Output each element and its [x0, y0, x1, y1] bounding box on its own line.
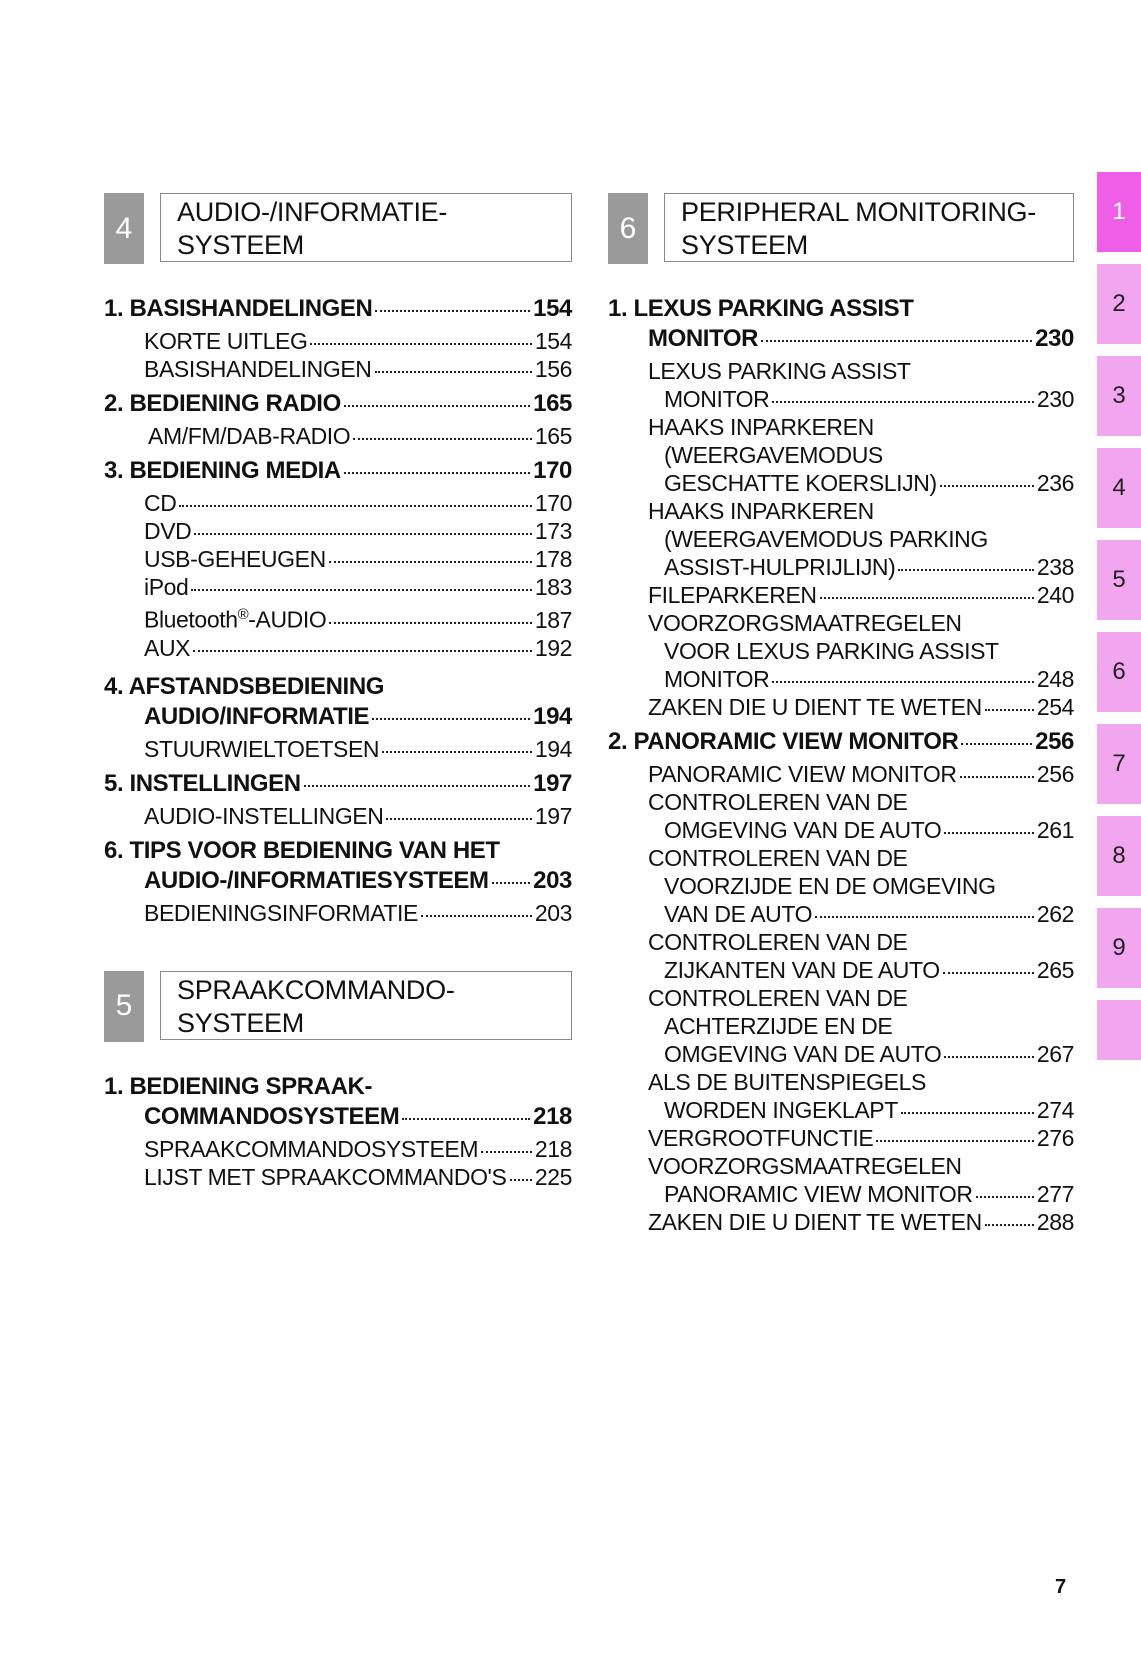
section-title: PERIPHERAL MONITORING- SYSTEEM: [664, 193, 1074, 262]
left-column: [104, 193, 572, 1191]
chapter-tab-9[interactable]: 9: [1097, 908, 1141, 988]
toc-subentry[interactable]: CD 170: [144, 490, 572, 516]
section-title: AUDIO-/INFORMATIE- SYSTEEM: [160, 193, 572, 262]
chapter-tab-index[interactable]: [1097, 1000, 1141, 1060]
chapter-tab-2[interactable]: 2: [1097, 264, 1141, 344]
page-number: 7: [1055, 1576, 1067, 1598]
section-6-header: [608, 193, 1074, 266]
toc-entry[interactable]: 1. BEDIENING SPRAAK- COMMANDOSYSTEEM 218: [104, 1072, 572, 1130]
toc-subentry[interactable]: VERGROOTFUNCTIE 276: [648, 1125, 1074, 1151]
toc-subentry[interactable]: FILEPARKEREN 240: [648, 582, 1074, 608]
toc-subentry[interactable]: CONTROLEREN VAN DE ZIJKANTEN VAN DE AUTO 265: [648, 929, 1074, 983]
section-title: SPRAAKCOMMANDO- SYSTEEM: [160, 971, 572, 1040]
chapter-tab-4[interactable]: 4: [1097, 448, 1141, 528]
toc-subentry[interactable]: ZAKEN DIE U DIENT TE WETEN 254: [648, 694, 1074, 720]
toc-subentry[interactable]: VOORZORGSMAATREGELEN VOOR LEXUS PARKING ASSIST MONITOR 248: [648, 610, 1074, 692]
toc-subentry[interactable]: BASISHANDELINGEN 156: [144, 356, 572, 382]
toc-entry[interactable]: 1. BASISHANDELINGEN 154: [104, 295, 572, 322]
right-column: [608, 193, 1074, 1236]
toc-subentry[interactable]: LIJST MET SPRAAKCOMMANDO'S 225: [144, 1163, 572, 1190]
toc-subentry[interactable]: BEDIENINGSINFORMATIE 203: [144, 899, 572, 926]
toc-entry[interactable]: 3. BEDIENING MEDIA 170: [104, 457, 572, 484]
toc-entry[interactable]: 2. BEDIENING RADIO 165: [104, 390, 572, 417]
toc-entry[interactable]: 6. TIPS VOOR BEDIENING VAN HET AUDIO-/INFORMATIESYSTEEM 203: [104, 836, 572, 894]
toc-subentry[interactable]: LEXUS PARKING ASSIST MONITOR 230: [648, 358, 1074, 412]
toc-subentry[interactable]: ALS DE BUITENSPIEGELS WORDEN INGEKLAPT 274: [648, 1069, 1074, 1123]
toc-subentry[interactable]: USB-GEHEUGEN 178: [144, 546, 572, 572]
toc-subentry[interactable]: DVD 173: [144, 518, 572, 544]
toc-subentry[interactable]: VOORZORGSMAATREGELEN PANORAMIC VIEW MONITOR 277: [648, 1153, 1074, 1207]
toc-subentry[interactable]: Bluetooth®-AUDIO 187: [144, 606, 572, 633]
toc-subentry[interactable]: ZAKEN DIE U DIENT TE WETEN 288: [648, 1209, 1074, 1235]
toc-entry[interactable]: 1. LEXUS PARKING ASSIST MONITOR 230: [608, 295, 1074, 352]
chapter-tab-5[interactable]: 5: [1097, 540, 1141, 620]
section-4-header: [104, 193, 572, 266]
section-number: 4: [104, 193, 144, 264]
toc-subentry[interactable]: AM/FM/DAB-RADIO 165: [148, 423, 572, 449]
toc-subentry[interactable]: STUURWIELTOETSEN 194: [144, 735, 572, 762]
toc-subentry[interactable]: KORTE UITLEG 154: [144, 328, 572, 354]
toc-subentry[interactable]: SPRAAKCOMMANDOSYSTEEM 218: [144, 1135, 572, 1162]
toc-subentry[interactable]: CONTROLEREN VAN DE OMGEVING VAN DE AUTO 261: [648, 789, 1074, 843]
section-5-header: [104, 971, 572, 1044]
toc-subentry[interactable]: HAAKS INPARKEREN (WEERGAVEMODUS GESCHATTE KOERSLIJN) 236: [648, 414, 1074, 496]
toc-entry[interactable]: 5. INSTELLINGEN 197: [104, 769, 572, 797]
chapter-tab-6[interactable]: 6: [1097, 632, 1141, 712]
toc-subentry[interactable]: HAAKS INPARKEREN (WEERGAVEMODUS PARKING ASSIST-HULPRIJLIJN) 238: [648, 498, 1074, 580]
toc-subentry[interactable]: CONTROLEREN VAN DE VOORZIJDE EN DE OMGEVING VAN DE AUTO 262: [648, 845, 1074, 927]
section-number: 6: [608, 193, 648, 264]
chapter-tab-7[interactable]: 7: [1097, 724, 1141, 804]
chapter-tab-1[interactable]: 1: [1097, 172, 1141, 252]
toc-subentry[interactable]: AUX 192: [144, 634, 572, 661]
toc-subentry[interactable]: PANORAMIC VIEW MONITOR 256: [648, 761, 1074, 787]
section-number: 5: [104, 971, 144, 1042]
toc-subentry[interactable]: iPod 183: [144, 574, 572, 600]
chapter-tab-3[interactable]: 3: [1097, 356, 1141, 436]
toc-entry[interactable]: 2. PANORAMIC VIEW MONITOR 256: [608, 728, 1074, 755]
toc-subentry[interactable]: CONTROLEREN VAN DE ACHTERZIJDE EN DE OMGEVING VAN DE AUTO 267: [648, 985, 1074, 1067]
toc-entry[interactable]: 4. AFSTANDSBEDIENING AUDIO/INFORMATIE 194: [104, 672, 572, 730]
toc-subentry[interactable]: AUDIO-INSTELLINGEN 197: [144, 802, 572, 829]
chapter-tab-8[interactable]: 8: [1097, 816, 1141, 896]
